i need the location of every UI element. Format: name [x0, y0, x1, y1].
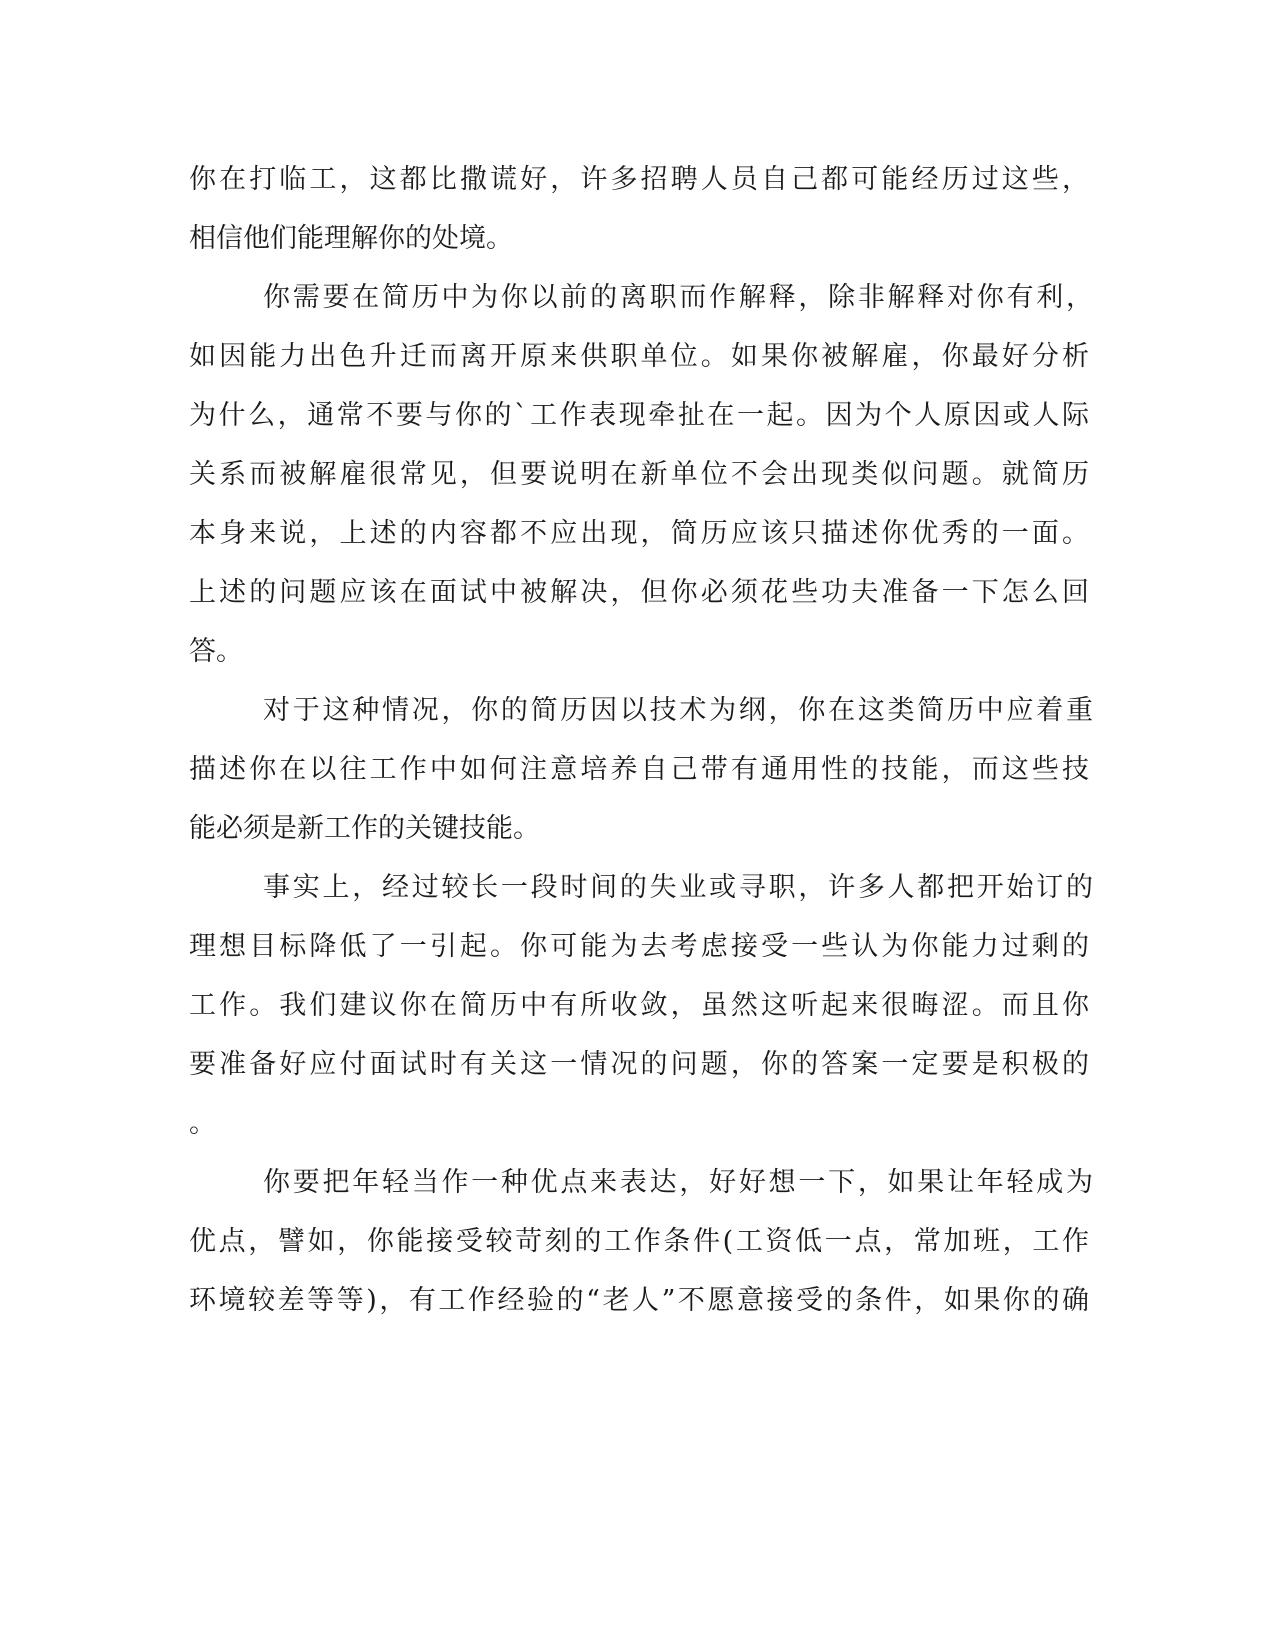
text-line: 要准备好应付面试时有关这一情况的问题，你的答案一定要是积极的	[189, 1049, 1089, 1080]
text-line: 你在打临工，这都比撒谎好，许多招聘人员自己都可能经历过这些，	[189, 164, 1089, 195]
text-line: 你需要在简历中为你以前的离职而作解释，除非解释对你有利，	[263, 282, 1093, 313]
text-line: 关系而被解雇很常见，但要说明在新单位不会出现类似问题。就简历	[189, 459, 1089, 490]
text-line: 答。	[189, 636, 243, 667]
text-line: 工作。我们建议你在简历中有所收敛，虽然这听起来很晦涩。而且你	[189, 990, 1089, 1021]
text-line: 理想目标降低了一引起。你可能为去考虑接受一些认为你能力过剩的	[189, 931, 1089, 962]
text-line: 优点，譬如，你能接受较苛刻的工作条件(工资低一点，常加班，工作	[189, 1226, 1089, 1257]
text-line: 描述你在以往工作中如何注意培养自己带有通用性的技能，而这些技	[189, 754, 1089, 785]
text-line: 你要把年轻当作一种优点来表达，好好想一下，如果让年轻成为	[263, 1167, 1093, 1198]
text-line: 为什么，通常不要与你的`工作表现牵扯在一起。因为个人原因或人际	[189, 400, 1089, 431]
text-line: 相信他们能理解你的处境。	[189, 223, 513, 254]
text-line: 本身来说，上述的内容都不应出现，简历应该只描述你优秀的一面。	[189, 518, 1089, 549]
text-line: 如因能力出色升迁而离开原来供职单位。如果你被解雇，你最好分析	[189, 341, 1089, 372]
text-line: 。	[189, 1108, 216, 1139]
text-line: 能必须是新工作的关键技能。	[189, 813, 540, 844]
text-line: 事实上，经过较长一段时间的失业或寻职，许多人都把开始订的	[263, 872, 1093, 903]
text-line: 上述的问题应该在面试中被解决，但你必须花些功夫准备一下怎么回	[189, 577, 1089, 608]
text-line: 环境较差等等)，有工作经验的“老人”不愿意接受的条件，如果你的确	[189, 1285, 1089, 1316]
text-line: 对于这种情况，你的简历因以技术为纲，你在这类简历中应着重	[263, 695, 1093, 726]
